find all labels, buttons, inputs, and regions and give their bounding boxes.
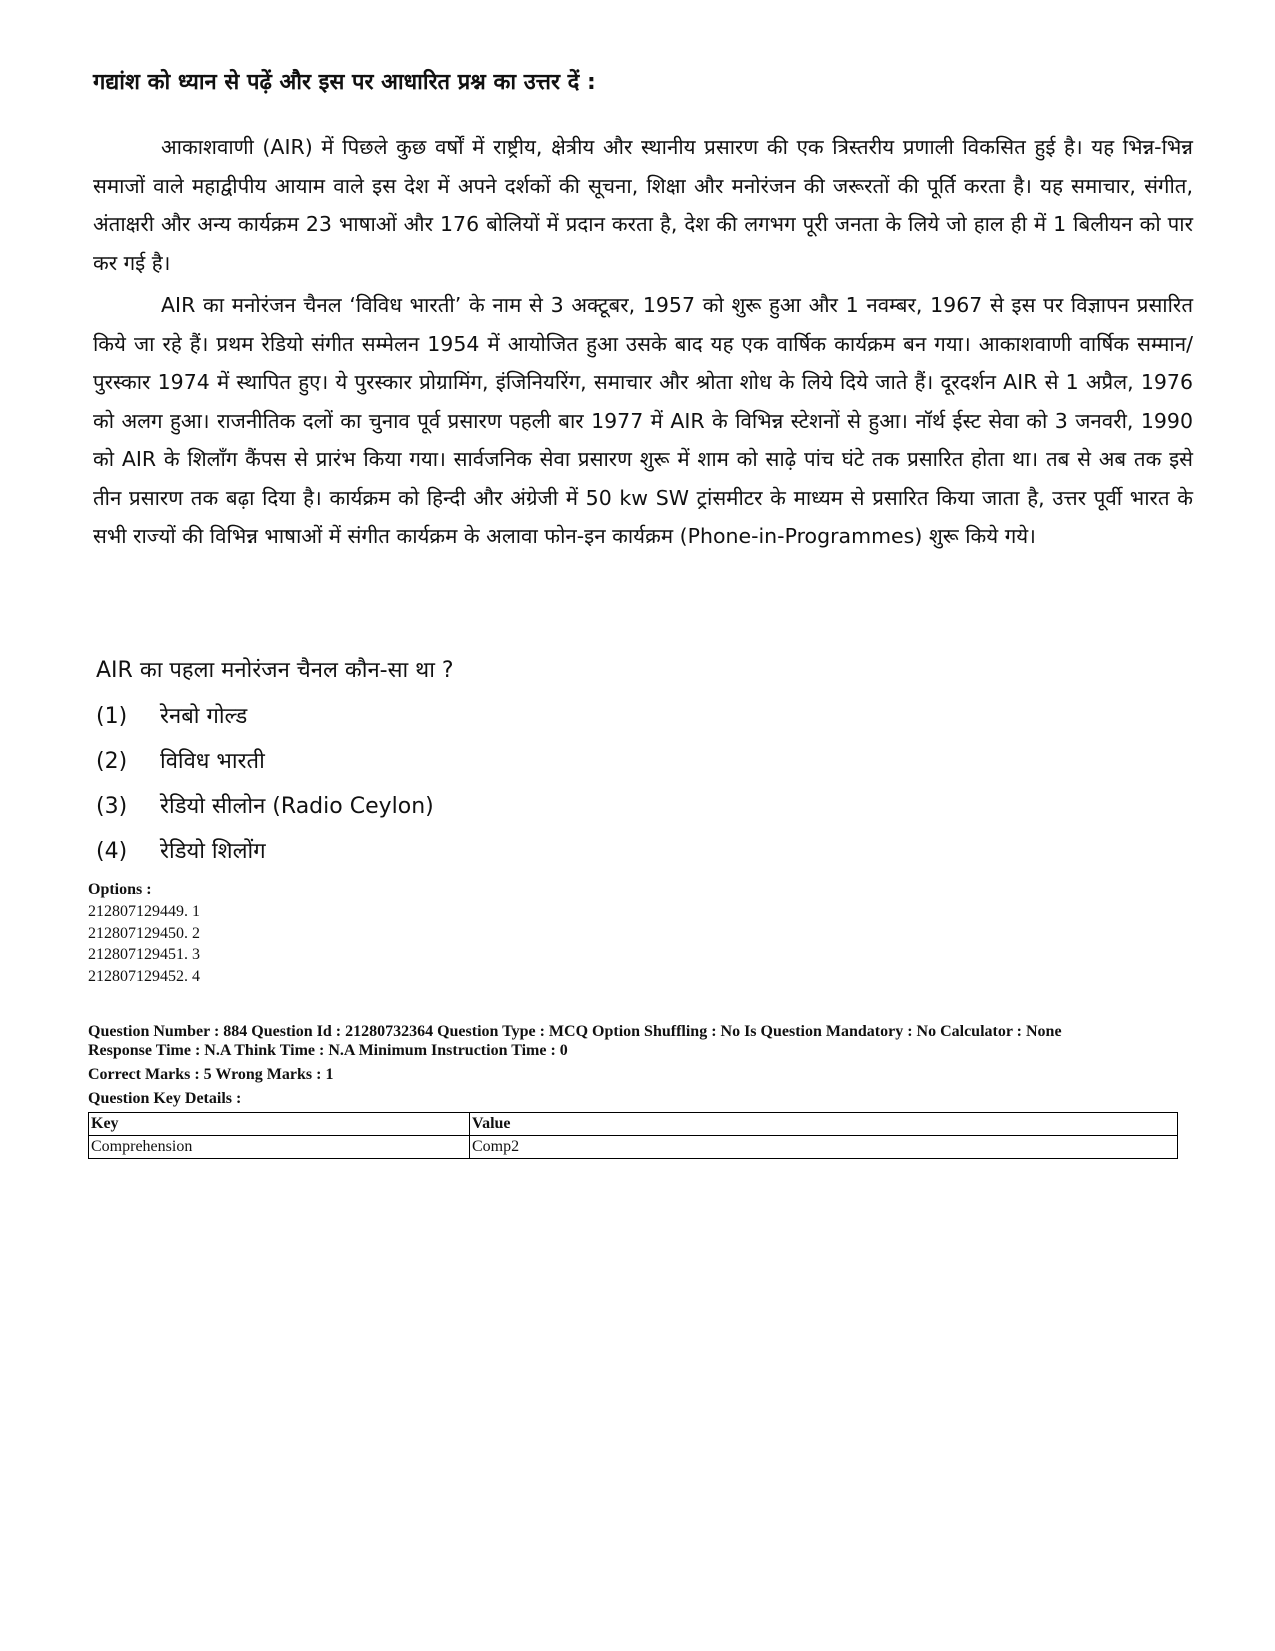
passage-paragraph-2: AIR का मनोरंजन चैनल ‘विविध भारती’ के नाम से 3 अक्टूबर, 1957 को शुरू हुआ और 1 नवम्बर, 1967 से इस पर विज्ञापन प्रसारित किये जा रहे हैं। प्रथम रेडियो संगीत सम्मेलन 1954 में आयोजित हुआ उसके बाद यह एक वार्षिक कार्यक्रम बन गया। आकाशवाणी वार्षिक सम्मान/पुरस्कार 1974 में स्थापित हुए। ये पुरस्कार प्रोग्रामिंग, इंजिनियरिंग, समाचार और श्रोता शोध के लिये दिये जाते हैं। दूरदर्शन AIR से 1 अप्रैल, 1976 को अलग हुआ। राजनीतिक दलों का चुनाव पूर्व प्रसारण पहली बार 1977 में AIR के विभिन्न स्टेशनों से हुआ। नॉर्थ ईस्ट सेवा को 3 जनवरी, 1990 को AIR के शिलाँग कैंपस से प्रारंभ किया गया। सार्वजनिक सेवा प्रसारण शुरू में शाम को साढ़े पांच घंटे तक प्रसारित होता था। तब से अब तक इसे तीन प्रसारण तक बढ़ा दिया है। कार्यक्रम को हिन्दी और अंग्रेजी में 50 kw SW ट्रांसमीटर के माध्यम से प्रसारित किया जाता है, उत्तर पूर्वी भारत के सभी राज्यों की विभिन्न भाषाओं में संगीत कार्यक्रम के अलावा फोन-इन कार्यक्रम (Phone-in-Programmes) शुरू किये गये। bbox=[93, 293, 1193, 548]
option-item: 212807129452. 4 bbox=[88, 967, 200, 985]
choice-number: (1) bbox=[96, 704, 128, 729]
options-list bbox=[88, 901, 200, 987]
answer-choice bbox=[96, 790, 434, 824]
key-details-table bbox=[88, 1112, 1178, 1159]
options-label: Options : bbox=[88, 881, 152, 898]
choice-text: रेडियो सीलोन (Radio Ceylon) bbox=[160, 794, 434, 819]
option-item: 212807129451. 3 bbox=[88, 946, 200, 963]
passage-heading: गद्यांश को ध्यान से पढ़ें और इस पर आधारित प्रश्न का उत्तर दें : bbox=[93, 70, 596, 95]
choice-number: (3) bbox=[96, 794, 128, 819]
answer-choice bbox=[96, 700, 247, 734]
question-marks: Correct Marks : 5 Wrong Marks : 1 bbox=[88, 1066, 334, 1083]
table-header-value: Value bbox=[470, 1113, 1178, 1136]
question-metadata-line: Question Number : 884 Question Id : 21280732364 Question Type : MCQ Option Shuffling : No Is Question Mandatory : No Calculator : None bbox=[88, 1023, 1062, 1040]
choice-text: रेडियो शिलोंग bbox=[160, 839, 266, 864]
choice-text: रेनबो गोल्ड bbox=[160, 704, 248, 729]
table-cell-key: Comprehension bbox=[89, 1136, 470, 1159]
choice-text: विविध भारती bbox=[160, 749, 265, 774]
table-header-row bbox=[89, 1113, 1178, 1136]
choice-number: (4) bbox=[96, 839, 128, 864]
answer-choice bbox=[96, 835, 266, 869]
question-timing-line: Response Time : N.A Think Time : N.A Minimum Instruction Time : 0 bbox=[88, 1042, 568, 1059]
passage-paragraph-1: आकाशवाणी (AIR) में पिछले कुछ वर्षों में राष्ट्रीय, क्षेत्रीय और स्थानीय प्रसारण की एक त्रिस्तरीय प्रणाली विकसित हुई है। यह भिन्न-भिन्न समाजों वाले महाद्वीपीय आयाम वाले इस देश में अपने दर्शकों की सूचना, शिक्षा और मनोरंजन की जरूरतों की पूर्ति करता है। यह समाचार, संगीत, अंताक्षरी और अन्य कार्यक्रम 23 भाषाओं और 176 बोलियों में प्रदान करता है, देश की लगभग पूरी जनता के लिये जो हाल ही में 1 बिलीयन को पार कर गई है। bbox=[93, 135, 1193, 275]
answer-choice bbox=[96, 745, 265, 779]
option-item: 212807129450. 2 bbox=[88, 924, 200, 942]
key-details-label: Question Key Details : bbox=[88, 1090, 242, 1107]
table-cell-value: Comp2 bbox=[470, 1136, 1178, 1159]
table-row bbox=[89, 1136, 1178, 1159]
question-text: AIR का पहला मनोरंजन चैनल कौन-सा था ? bbox=[96, 658, 454, 683]
option-item: 212807129449. 1 bbox=[88, 903, 200, 920]
table-header-key: Key bbox=[89, 1113, 470, 1136]
choice-number: (2) bbox=[96, 749, 128, 774]
